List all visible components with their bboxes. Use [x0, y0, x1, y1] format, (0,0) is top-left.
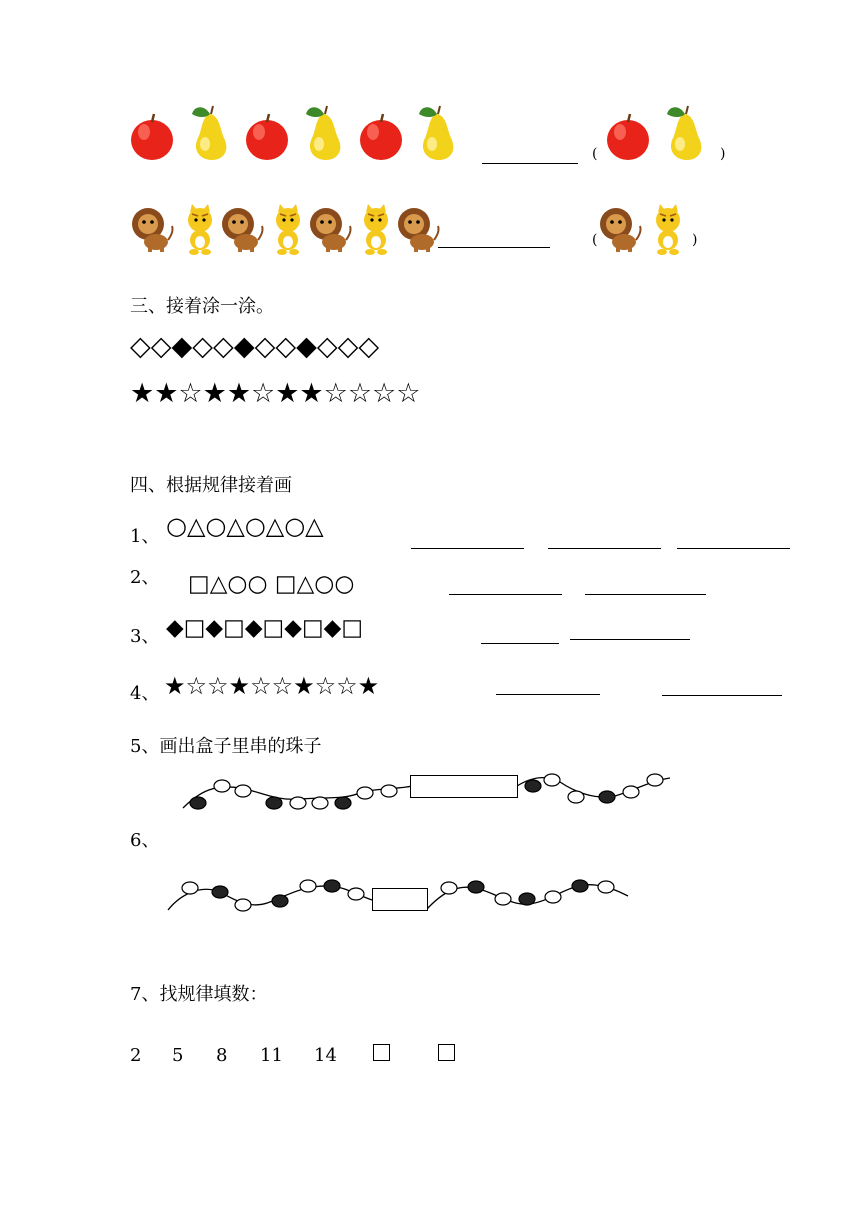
- fruit-open-paren: (: [592, 146, 598, 162]
- q7-answer-box-1[interactable]: [373, 1044, 390, 1061]
- bead-white: [300, 880, 316, 892]
- bead-white: [182, 882, 198, 894]
- bead-white: [235, 785, 251, 797]
- bead-black: [324, 880, 340, 892]
- q3-answer-line-1[interactable]: [481, 643, 559, 644]
- bead-white: [568, 791, 584, 803]
- q7-number-3: 8: [216, 1045, 228, 1066]
- bead-white: [647, 774, 663, 786]
- lion-icon: [310, 208, 351, 252]
- pear-icon: [306, 106, 340, 160]
- q4-answer-line-1[interactable]: [496, 694, 600, 695]
- q2-pattern: □△○○ □△○○: [188, 571, 355, 597]
- animal-pattern-row: [0, 198, 860, 258]
- q7-title: 7、找规律填数：: [130, 984, 268, 1005]
- section3-title: 三、接着涂一涂。: [130, 296, 274, 317]
- bead-white: [544, 774, 560, 786]
- animal-close-paren: ): [692, 232, 698, 248]
- lion-icon: [132, 208, 173, 252]
- apple-icon: [246, 114, 288, 160]
- fruit-answer-line[interactable]: [482, 163, 578, 164]
- pear-icon: [192, 106, 226, 160]
- lion-icon: [600, 208, 641, 252]
- bead-white: [381, 785, 397, 797]
- bead-string-q6: [0, 870, 860, 930]
- lion-icon: [398, 208, 439, 252]
- q3-answer-line-2[interactable]: [570, 639, 690, 640]
- bead-black: [572, 880, 588, 892]
- q1-answer-line-2[interactable]: [548, 548, 661, 549]
- bead-black: [525, 780, 541, 792]
- bead-white: [235, 899, 251, 911]
- bead-white: [545, 891, 561, 903]
- pear-icon: [419, 106, 453, 160]
- bead-white: [623, 786, 639, 798]
- pear-icon: [667, 106, 701, 160]
- q3-pattern: ◆□◆□◆□◆□◆□: [166, 615, 364, 641]
- bead-black: [190, 797, 206, 809]
- star-pattern: ★★☆★★☆★★☆☆☆☆: [130, 378, 421, 409]
- q2-answer-line-1[interactable]: [449, 594, 562, 595]
- apple-icon: [131, 114, 173, 160]
- q7-answer-box-2[interactable]: [438, 1044, 455, 1061]
- bead-white: [598, 881, 614, 893]
- q4-answer-line-2[interactable]: [662, 695, 782, 696]
- diamond-pattern: ◇◇◆◇◇◆◇◇◆◇◇◇: [130, 331, 380, 362]
- fruit-pattern-row: [0, 100, 860, 180]
- q1-answer-line-1[interactable]: [411, 548, 524, 549]
- q2-answer-line-2[interactable]: [585, 594, 706, 595]
- lion-icon: [222, 208, 263, 252]
- bead-black: [468, 881, 484, 893]
- animal-open-paren: (: [592, 232, 598, 248]
- section4-title: 四、根据规律接着画: [130, 475, 292, 496]
- tiger-icon: [276, 204, 300, 255]
- bead-black: [599, 791, 615, 803]
- q2-label: 2、: [130, 567, 160, 588]
- bead-white: [441, 882, 457, 894]
- apple-icon: [607, 114, 649, 160]
- q7-number-1: 2: [130, 1045, 142, 1066]
- tiger-icon: [188, 204, 212, 255]
- bead-white: [495, 893, 511, 905]
- bead-white: [290, 797, 306, 809]
- q1-pattern: ○△○△○△○△: [166, 512, 324, 540]
- q6-answer-box[interactable]: [372, 888, 428, 911]
- fruit-close-paren: ): [720, 146, 726, 162]
- q7-number-2: 5: [172, 1045, 184, 1066]
- q6-label: 6、: [130, 830, 160, 851]
- animal-answer-line[interactable]: [438, 247, 550, 248]
- bead-black: [266, 797, 282, 809]
- q3-label: 3、: [130, 626, 160, 647]
- bead-black: [335, 797, 351, 809]
- bead-black: [212, 886, 228, 898]
- tiger-icon: [656, 204, 680, 255]
- q1-label: 1、: [130, 526, 160, 547]
- q5-title: 5、画出盒子里串的珠子: [130, 736, 322, 757]
- bead-white: [357, 787, 373, 799]
- q1-answer-line-3[interactable]: [677, 548, 790, 549]
- q5-answer-box[interactable]: [410, 775, 518, 798]
- q4-pattern: ★☆☆★☆☆★☆☆★: [164, 672, 380, 700]
- tiger-icon: [364, 204, 388, 255]
- bead-white: [312, 797, 328, 809]
- bead-black: [519, 893, 535, 905]
- bead-white: [214, 780, 230, 792]
- apple-icon: [360, 114, 402, 160]
- bead-white: [348, 888, 364, 900]
- q4-label: 4、: [130, 683, 160, 704]
- q7-number-5: 14: [314, 1045, 337, 1066]
- q7-number-4: 11: [260, 1045, 283, 1066]
- bead-black: [272, 895, 288, 907]
